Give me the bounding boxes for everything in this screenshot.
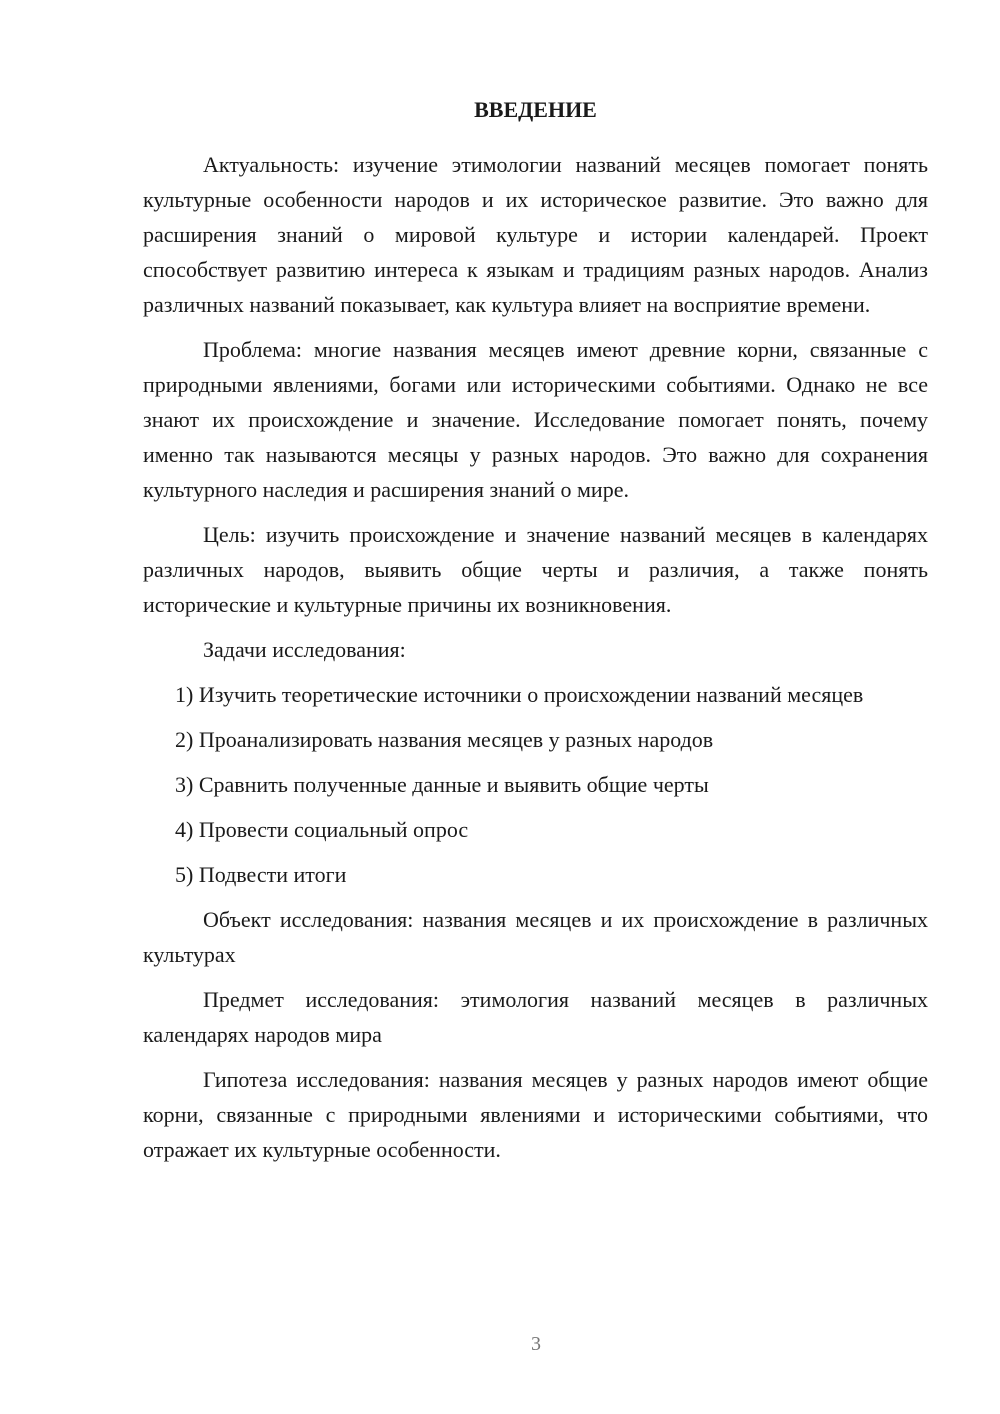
document-page — [143, 92, 928, 1167]
paragraph-goal: Цель: изучить происхождение и значение названий месяцев в календарях различных народов, выявить общие черты и различия, а также понять исторические и культурные причины их возникновения. — [143, 522, 928, 617]
paragraph-subject: Предмет исследования: этимология названий месяцев в различных календарях народов мира — [143, 987, 928, 1047]
paragraph-problem: Проблема: многие названия месяцев имеют древние корни, связанные с природными явлениями, богами или историческими событиями. Однако не все знают их происхождение и значение. Исследование помогает понять, почему именно так называются месяцы у разных народов. Это важно для сохранения культурного наследия и расширения знаний о мире. — [143, 337, 928, 502]
task-item-3: 3) Сравнить полученные данные и выявить общие черты — [175, 772, 709, 797]
paragraph-relevance: Актуальность: изучение этимологии названий месяцев помогает понять культурные особенности народов и их историческое развитие. Это важно для расширения знаний о мировой культуре и истории календарей. Проект способствует развитию интереса к языкам и традициям разных народов. Анализ различных названий показывает, как культура влияет на восприятие времени. — [143, 152, 928, 317]
paragraph-hypothesis: Гипотеза исследования: названия месяцев у разных народов имеют общие корни, связанные с природными явлениями и историческими событиями, что отражает их культурные особенности. — [143, 1067, 928, 1162]
task-item-5: 5) Подвести итоги — [175, 862, 347, 887]
tasks-heading: Задачи исследования: — [203, 637, 406, 662]
task-item-4: 4) Провести социальный опрос — [175, 817, 469, 842]
page-number: 3 — [531, 1333, 541, 1355]
paragraph-object: Объект исследования: названия месяцев и их происхождение в различных культурах — [143, 907, 928, 967]
task-item-2: 2) Проанализировать названия месяцев у разных народов — [175, 727, 714, 752]
task-item-1: 1) Изучить теоретические источники о происхождении названий месяцев — [175, 682, 864, 707]
page-title: ВВЕДЕНИЕ — [474, 97, 597, 122]
